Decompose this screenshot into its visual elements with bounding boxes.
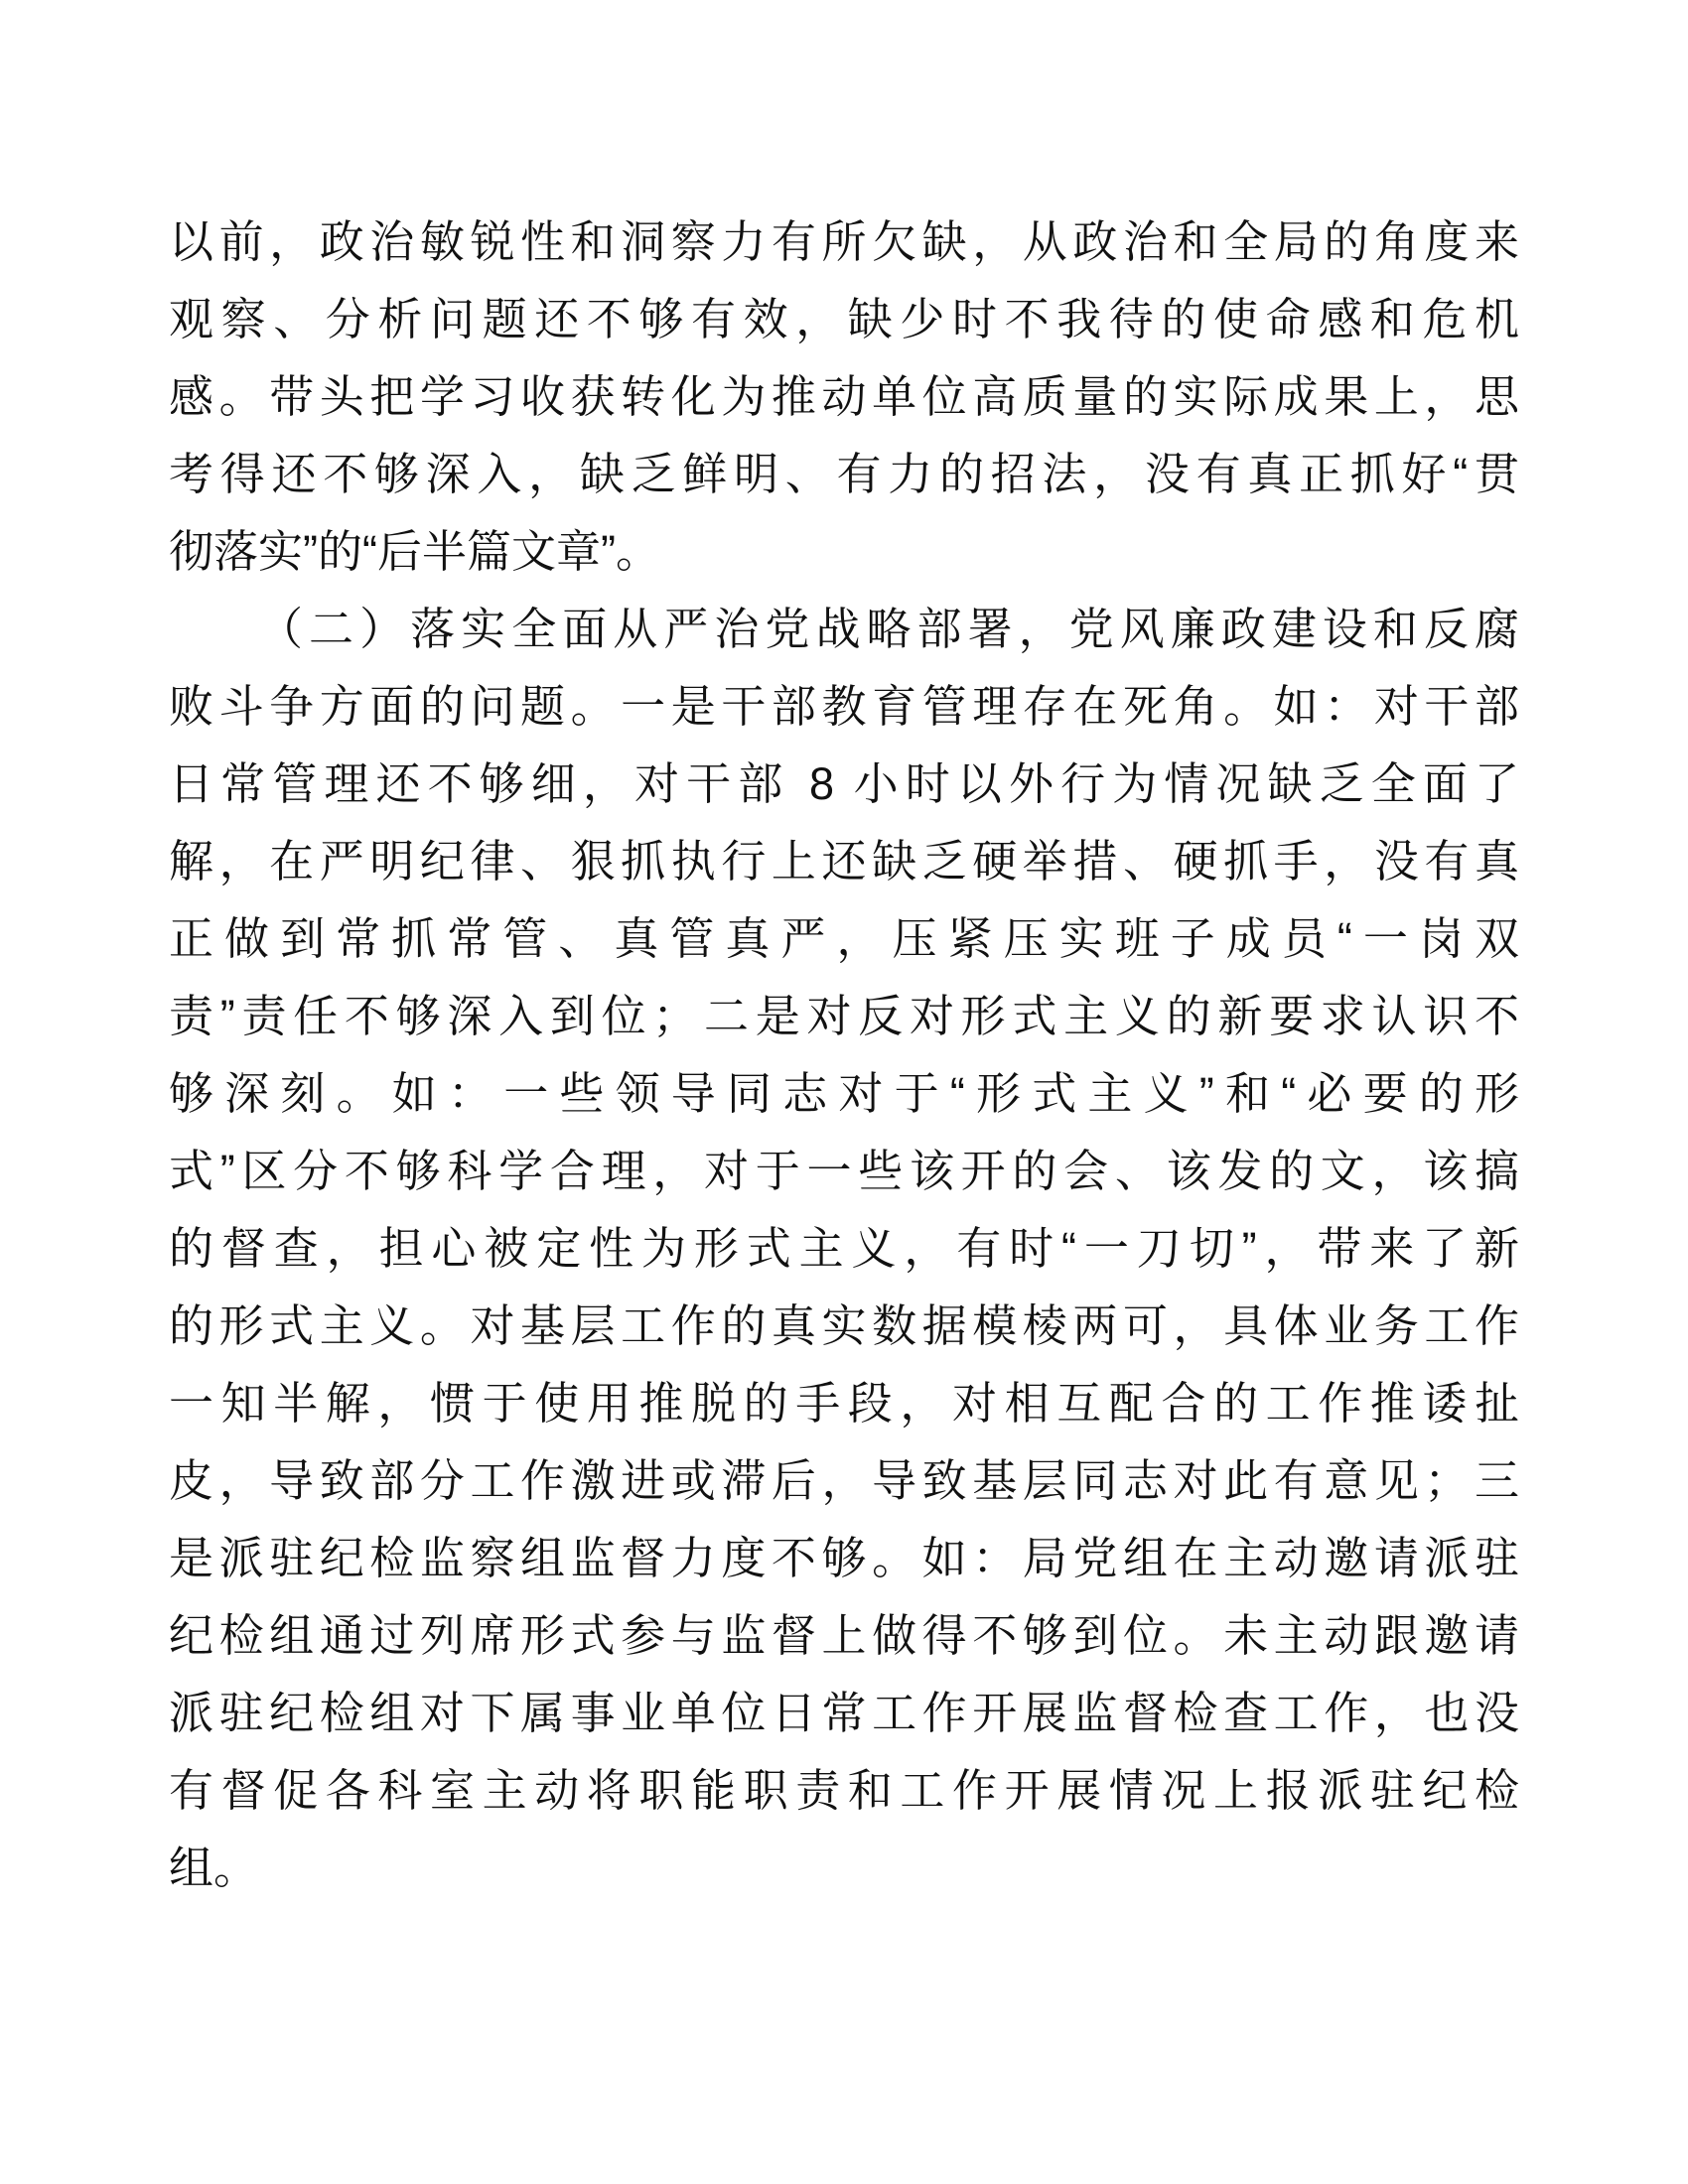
- text-line: 式”区分不够科学合理，对于一些该开的会、该发的文，该搞: [169, 1146, 1519, 1196]
- text-line: 皮，导致部分工作激进或滞后，导致基层同志对此有意见；三: [169, 1455, 1519, 1506]
- text-line: 是派驻纪检监察组监督力度不够。如：局党组在主动邀请派驻: [169, 1533, 1519, 1583]
- text-line: 以前，政治敏锐性和洞察力有所欠缺，从政治和全局的角度来: [169, 216, 1519, 267]
- text-line: 观察、分析问题还不够有效，缺少时不我待的使命感和危机: [169, 294, 1519, 344]
- text-line: 纪检组通过列席形式参与监督上做得不够到位。未主动跟邀请: [169, 1610, 1519, 1661]
- text-line: （二）落实全面从严治党战略部署，党风廉政建设和反腐: [258, 604, 1519, 654]
- text-line: 的督查，担心被定性为形式主义，有时“一刀切”，带来了新: [169, 1223, 1519, 1274]
- paragraph: [169, 204, 1519, 591]
- document-body: [169, 204, 1519, 1907]
- text-line: 考得还不够深入，缺乏鲜明、有力的招法，没有真正抓好“贯: [169, 449, 1519, 499]
- text-line: 正做到常抓常管、真管真严，压紧压实班子成员“一岗双: [169, 913, 1519, 964]
- text-line: 够深刻。如：一些领导同志对于“形式主义”和“必要的形: [169, 1068, 1519, 1119]
- text-line: 一知半解，惯于使用推脱的手段，对相互配合的工作推诿扯: [169, 1378, 1519, 1429]
- text-line: 感。带头把学习收获转化为推动单位高质量的实际成果上，思: [169, 371, 1519, 422]
- text-line: 败斗争方面的问题。一是干部教育管理存在死角。如：对干部: [169, 681, 1519, 732]
- text-line: 的形式主义。对基层工作的真实数据模棱两可，具体业务工作: [169, 1300, 1519, 1351]
- text-line: 解，在严明纪律、狠抓执行上还缺乏硬举措、硬抓手，没有真: [169, 836, 1519, 887]
- text-line: 组。: [169, 1843, 259, 1893]
- text-line: 责”责任不够深入到位；二是对反对形式主义的新要求认识不: [169, 991, 1519, 1041]
- text-line: 派驻纪检组对下属事业单位日常工作开展监督检查工作，也没: [169, 1688, 1519, 1738]
- text-line: 日常管理还不够细，对干部 8 小时以外行为情况缺乏全面了: [169, 758, 1519, 809]
- text-line: 有督促各科室主动将职能职责和工作开展情况上报派驻纪检: [169, 1765, 1519, 1816]
- paragraph: [169, 591, 1519, 1907]
- text-line: 彻落实”的“后半篇文章”。: [169, 526, 660, 577]
